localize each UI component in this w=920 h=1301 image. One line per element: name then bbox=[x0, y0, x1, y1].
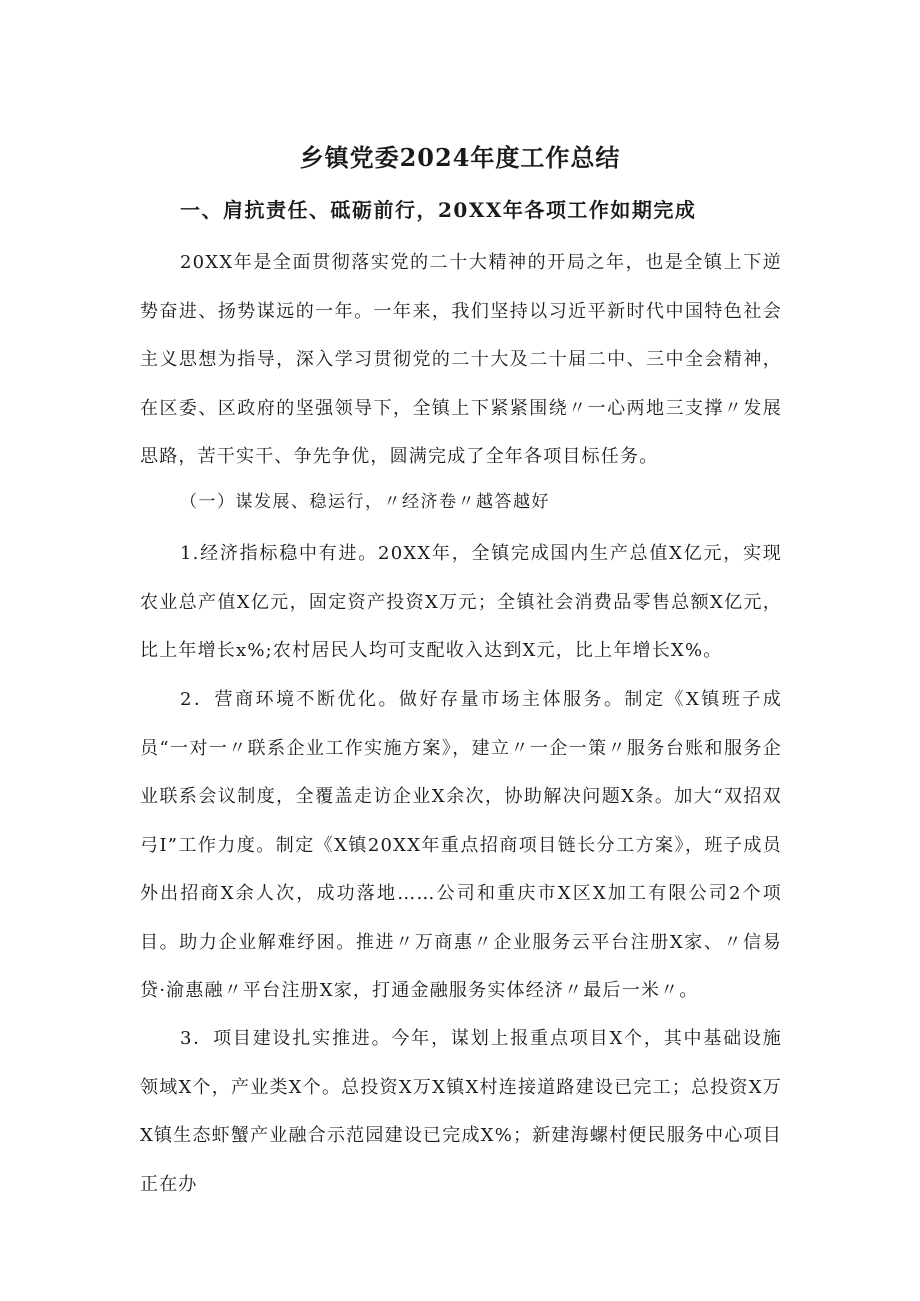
project-construction-paragraph: 3．项目建设扎实推进。今年，谋划上报重点项目X个，其中基础设施领域X个，产业类X个。总投资X万X镇X村连接道路建设已完工；总投资X万X镇生态虾蟹产业融合示范园建设已完成X%；新建海螺村便民服务中心项目正在办 bbox=[140, 1028, 782, 1195]
subsection-heading: （一）谋发展、稳运行，〃经济卷〃越答越好 bbox=[180, 492, 550, 512]
business-environment-paragraph: 2．营商环境不断优化。做好存量市场主体服务。制定《X镇班子成员“一对一〃联系企业工作实施方案》，建立〃一企一策〃服务台账和服务企业联系会议制度，全覆盖走访企业X余次，协助解决问题X条。加大“双招双弓I”工作力度。制定《X镇20XX年重点招商项目链长分工方案》，班子成员外出招商X余人次，成功落地……公司和重庆市X区X加工有限公司2个项目。助力企业解难纾困。推进〃万商惠〃企业服务云平台注册X家、〃信易贷·渝惠融〃平台注册X家，打通金融服务实体经济〃最后一米〃。 bbox=[140, 689, 782, 1001]
document-title: 乡镇党委2024年度工作总结 bbox=[299, 143, 621, 172]
section-heading: 一、肩抗责任、砥砺前行，20XX年各项工作如期完成 bbox=[180, 198, 697, 222]
intro-paragraph: 20XX年是全面贯彻落实党的二十大精神的开局之年，也是全镇上下逆势奋进、扬势谋远的一年。一年来，我们坚持以习近平新时代中国特色社会主义思想为指导，深入学习贯彻党的二十大及二十届二中、三中全会精神，在区委、区政府的坚强领导下，全镇上下紧紧围绕〃一心两地三支撑〃发展思路，苦干实干、争先争优，圆满完成了全年各项目标任务。 bbox=[140, 252, 782, 467]
economy-paragraph: 1.经济指标稳中有进。20XX年，全镇完成国内生产总值X亿元，实现农业总产值X亿元，固定资产投资X万元；全镇社会消费品零售总额X亿元，比上年增长x%;农村居民人均可支配收入达到X元，比上年增长X%。 bbox=[140, 543, 782, 661]
